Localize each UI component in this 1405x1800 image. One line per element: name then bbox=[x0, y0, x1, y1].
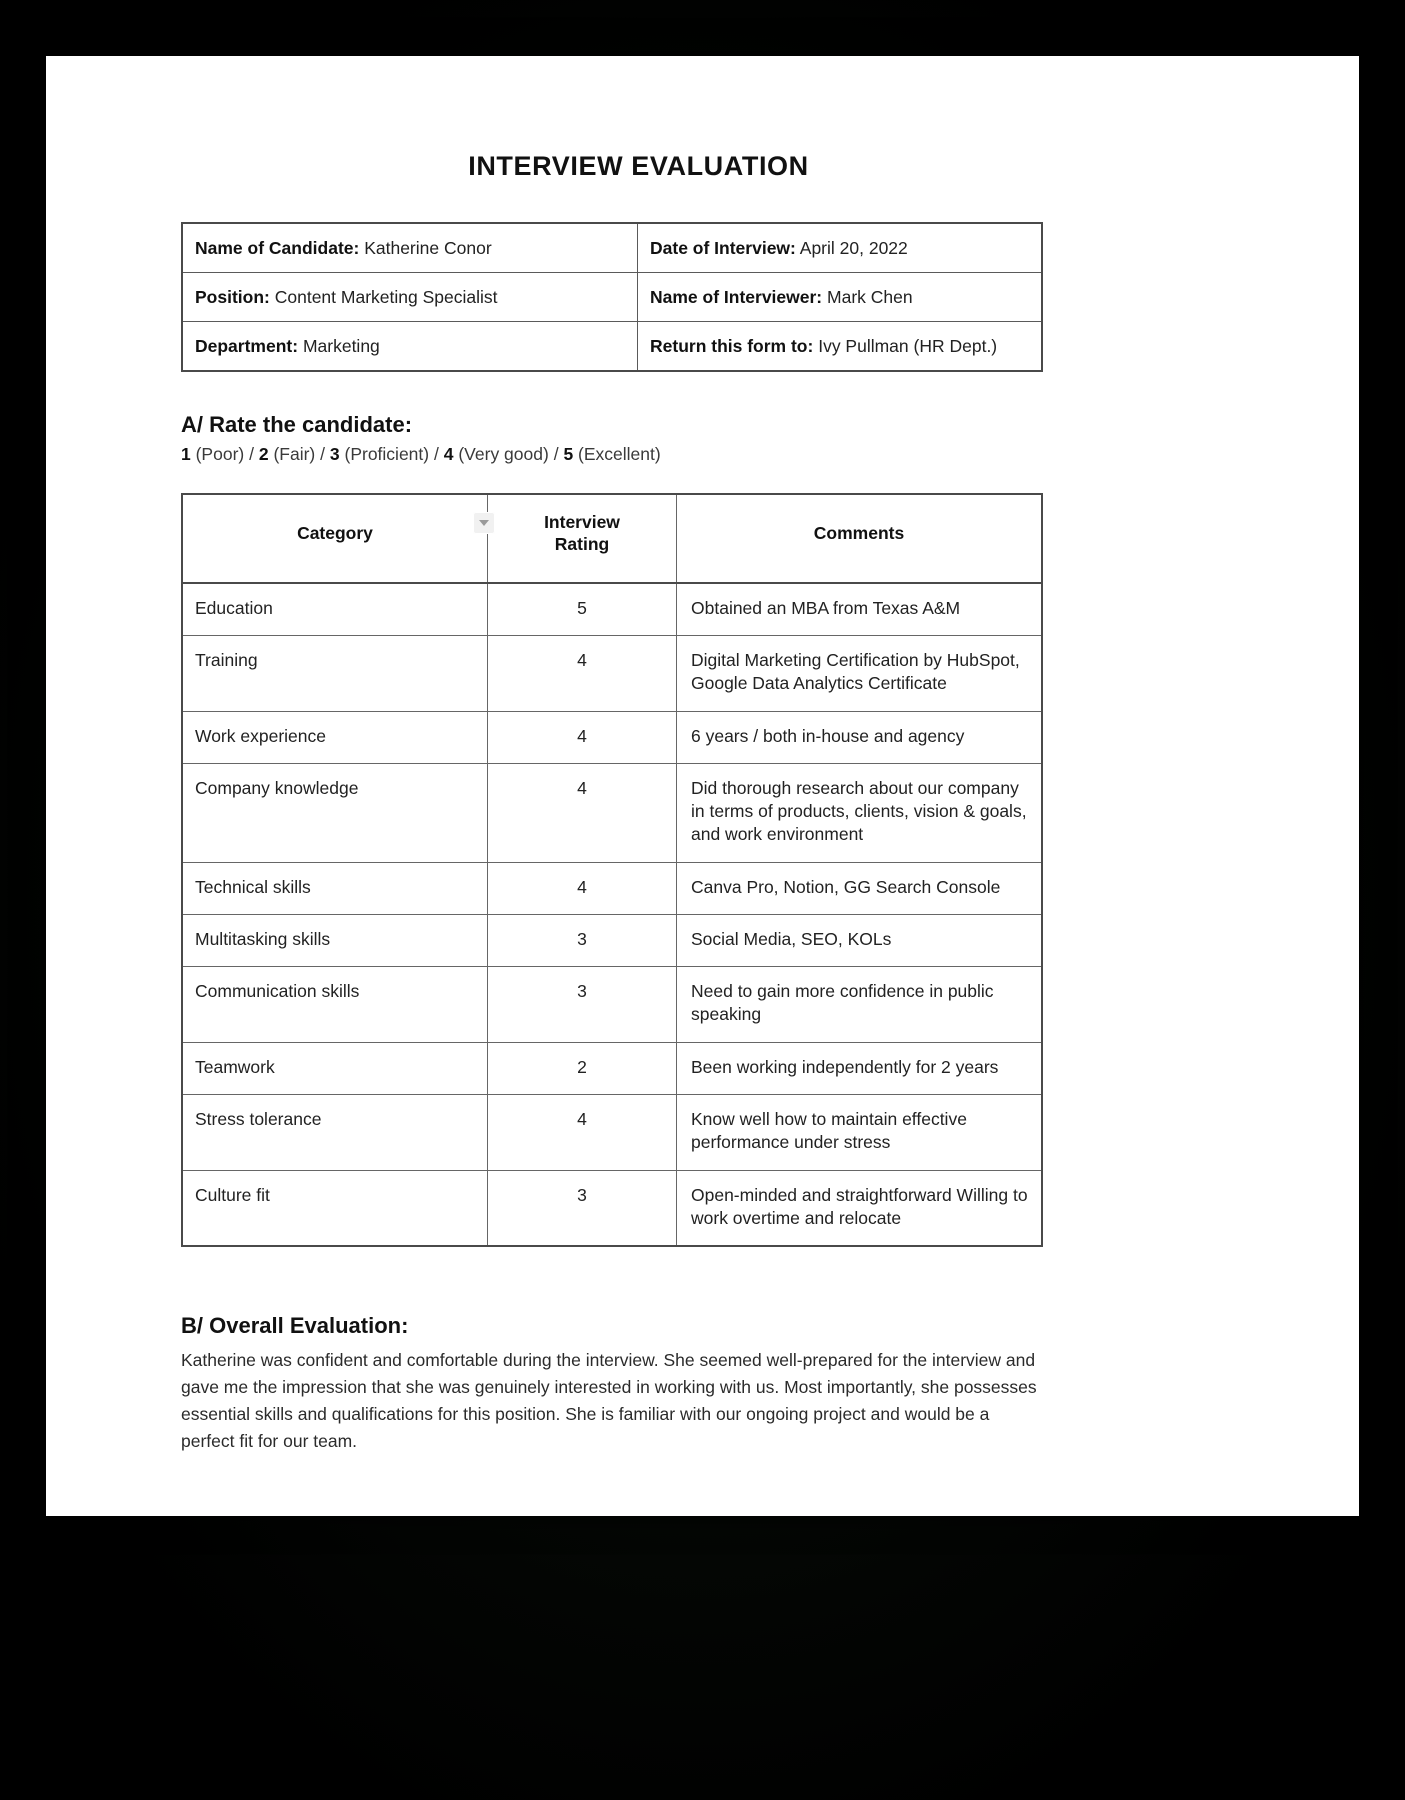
document-content bbox=[181, 151, 1226, 1456]
info-cell-position bbox=[182, 273, 638, 322]
cell-category: Technical skills bbox=[182, 862, 488, 914]
table-row bbox=[182, 1094, 1042, 1170]
info-value: Mark Chen bbox=[827, 286, 913, 307]
cell-category: Stress tolerance bbox=[182, 1094, 488, 1170]
table-row bbox=[182, 914, 1042, 966]
cell-interview-rating: 2 bbox=[488, 1042, 677, 1094]
table-row bbox=[182, 636, 1042, 712]
scale-separator: / bbox=[433, 444, 439, 464]
table-row bbox=[182, 1042, 1042, 1094]
column-header-interview-rating[interactable] bbox=[488, 494, 677, 583]
info-cell-return-this-form-to bbox=[638, 322, 1043, 372]
category-header-wrap bbox=[191, 522, 479, 544]
cell-comments: Know well how to maintain effective performance under stress bbox=[677, 1094, 1043, 1170]
cell-category: Company knowledge bbox=[182, 763, 488, 862]
candidate-info-body bbox=[182, 223, 1042, 371]
info-value: April 20, 2022 bbox=[799, 237, 908, 258]
cell-comments: Canva Pro, Notion, GG Search Console bbox=[677, 862, 1043, 914]
info-cell-name-of-interviewer bbox=[638, 273, 1043, 322]
cell-interview-rating: 3 bbox=[488, 1170, 677, 1246]
cell-category: Training bbox=[182, 636, 488, 712]
cell-interview-rating: 4 bbox=[488, 636, 677, 712]
rating-table bbox=[181, 493, 1043, 1247]
scale-label-5: (Excellent) bbox=[578, 444, 661, 464]
scale-label-2: (Fair) bbox=[273, 444, 316, 464]
scale-separator: / bbox=[249, 444, 254, 464]
section-b-heading: B/ Overall Evaluation: bbox=[181, 1313, 409, 1339]
cell-category: Multitasking skills bbox=[182, 914, 488, 966]
scale-number-1: 1 bbox=[181, 444, 191, 464]
caret-shape bbox=[479, 520, 489, 526]
info-label: Return this form to: bbox=[650, 335, 814, 356]
column-header-label: Comments bbox=[813, 523, 905, 544]
cell-category: Communication skills bbox=[182, 967, 488, 1043]
column-header-label-line2: Rating bbox=[554, 534, 610, 555]
info-value: Ivy Pullman (HR Dept.) bbox=[818, 335, 998, 356]
cell-comments: Need to gain more confidence in public speaking bbox=[677, 967, 1043, 1043]
cell-interview-rating: 3 bbox=[488, 967, 677, 1043]
column-header-label: Category bbox=[297, 523, 373, 544]
scale-number-2: 2 bbox=[258, 444, 269, 464]
cell-interview-rating: 4 bbox=[488, 711, 677, 763]
cell-comments: Digital Marketing Certification by HubSpot, Google Data Analytics Certificate bbox=[677, 636, 1043, 712]
info-cell-date-of-interview bbox=[638, 223, 1043, 273]
scale-label-4: (Very good) bbox=[458, 444, 549, 464]
table-row bbox=[182, 273, 1042, 322]
table-row bbox=[182, 223, 1042, 273]
scale-label-3: (Proficient) bbox=[344, 444, 430, 464]
candidate-info-table bbox=[181, 222, 1043, 372]
scale-separator: / bbox=[320, 444, 326, 464]
cell-comments: Obtained an MBA from Texas A&M bbox=[677, 583, 1043, 636]
info-label: Department: bbox=[195, 335, 299, 356]
section-a-heading: A/ Rate the candidate: bbox=[181, 412, 413, 437]
cell-interview-rating: 3 bbox=[488, 914, 677, 966]
cell-interview-rating: 4 bbox=[488, 862, 677, 914]
cell-comments: 6 years / both in-house and agency bbox=[677, 711, 1043, 763]
info-value: Content Marketing Specialist bbox=[274, 286, 498, 307]
scale-number-3: 3 bbox=[329, 444, 340, 464]
info-value: Marketing bbox=[302, 335, 380, 356]
info-cell-name-of-candidate bbox=[182, 223, 638, 273]
page-title: INTERVIEW EVALUATION bbox=[468, 151, 809, 181]
info-label: Position: bbox=[195, 286, 270, 307]
cell-comments: Open-minded and straightforward Willing to work overtime and relocate bbox=[677, 1170, 1043, 1246]
cell-category: Teamwork bbox=[182, 1042, 488, 1094]
cell-category: Culture fit bbox=[182, 1170, 488, 1246]
scale-label-1: (Poor) bbox=[195, 444, 245, 464]
info-value: Katherine Conor bbox=[364, 237, 492, 258]
cell-comments: Social Media, SEO, KOLs bbox=[677, 914, 1043, 966]
cell-category: Education bbox=[182, 583, 488, 636]
info-label: Date of Interview: bbox=[650, 237, 796, 258]
cell-comments: Been working independently for 2 years bbox=[677, 1042, 1043, 1094]
cell-interview-rating: 5 bbox=[488, 583, 677, 636]
column-header-label-line1: Interview bbox=[544, 512, 620, 532]
table-row bbox=[182, 967, 1042, 1043]
document-page bbox=[46, 56, 1359, 1516]
table-row bbox=[182, 583, 1042, 636]
overall-evaluation-text: Katherine was confident and comfortable during the interview. She seemed well-prepared for the interview and gave me the impression that she was genuinely interested in working with us. Most importantly, she possesses essential skills and qualifications for this position. She is familiar with our ongoing project and would be a perfect fit for our team. bbox=[181, 1350, 1037, 1452]
cell-category: Work experience bbox=[182, 711, 488, 763]
scale-number-5: 5 bbox=[563, 444, 574, 464]
rating-table-head bbox=[182, 494, 1042, 583]
table-row bbox=[182, 711, 1042, 763]
table-row bbox=[182, 763, 1042, 862]
table-row bbox=[182, 862, 1042, 914]
info-cell-department bbox=[182, 322, 638, 372]
table-row bbox=[182, 1170, 1042, 1246]
rating-scale-legend bbox=[181, 444, 1226, 465]
info-label: Name of Interviewer: bbox=[650, 286, 823, 307]
cell-interview-rating: 4 bbox=[488, 763, 677, 862]
column-header-comments[interactable] bbox=[677, 494, 1043, 583]
table-row bbox=[182, 322, 1042, 372]
column-header-category[interactable] bbox=[182, 494, 488, 583]
table-header-row bbox=[182, 494, 1042, 583]
scale-separator: / bbox=[553, 444, 559, 464]
rating-table-body bbox=[182, 583, 1042, 1246]
info-label: Name of Candidate: bbox=[195, 237, 360, 258]
chevron-down-icon[interactable] bbox=[473, 512, 495, 534]
cell-interview-rating: 4 bbox=[488, 1094, 677, 1170]
scale-number-4: 4 bbox=[443, 444, 454, 464]
cell-comments: Did thorough research about our company in terms of products, clients, vision & goals, and work environment bbox=[677, 763, 1043, 862]
